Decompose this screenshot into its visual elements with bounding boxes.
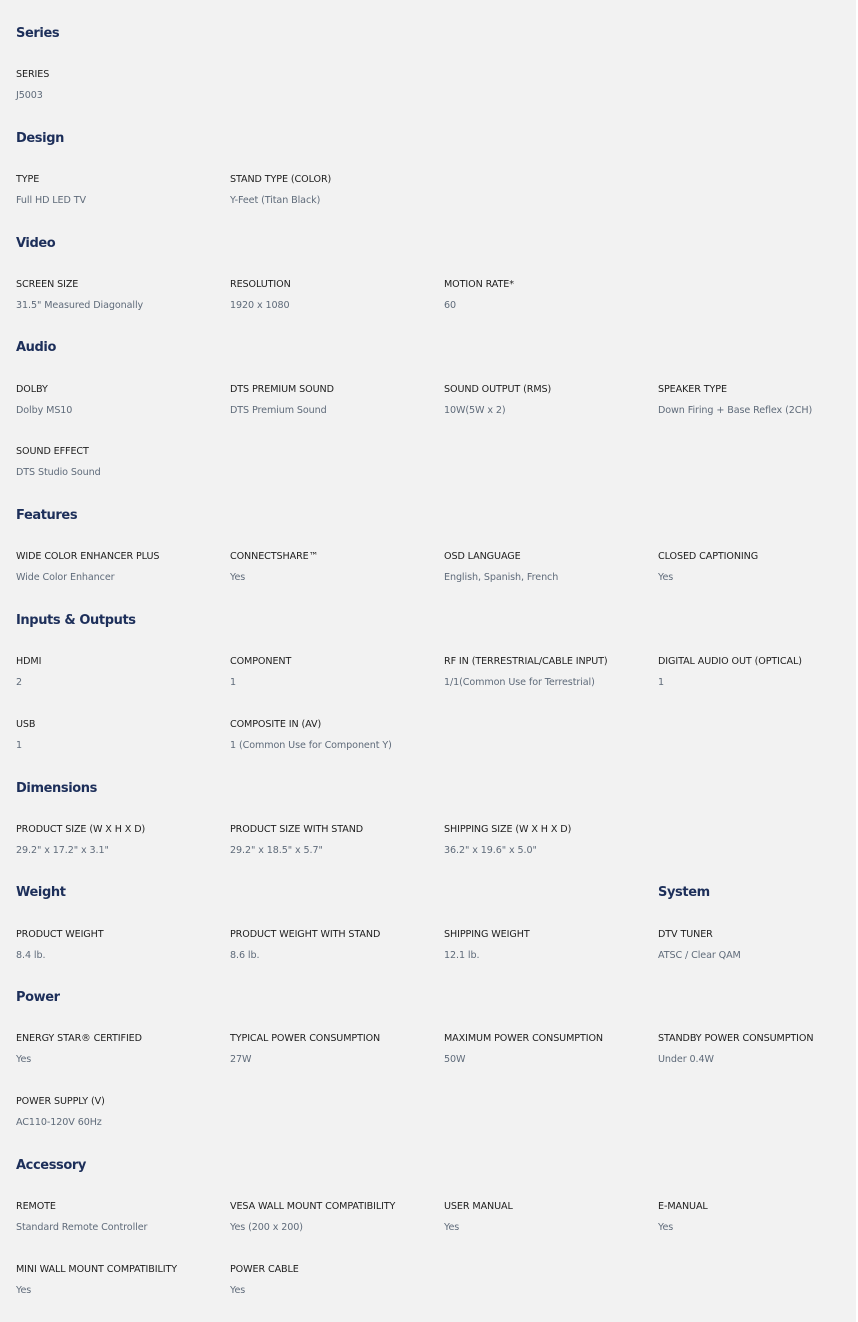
spec-value: 1/1(Common Use for Terrestrial) (444, 677, 595, 688)
spec-label: TYPICAL POWER CONSUMPTION (230, 1033, 381, 1044)
spec-value: 12.1 lb. (444, 950, 480, 961)
spec-label: HDMI (16, 656, 42, 667)
section-title-weight: Weight (16, 885, 66, 900)
spec-value: 60 (444, 300, 457, 311)
spec-label: MINI WALL MOUNT COMPATIBILITY (16, 1264, 177, 1275)
spec-label: DTS PREMIUM SOUND (230, 384, 334, 395)
spec-value: Yes (230, 1285, 246, 1296)
section-title-power: Power (16, 990, 60, 1005)
spec-value: Full HD LED TV (16, 195, 86, 206)
spec-label: RESOLUTION (230, 279, 291, 290)
spec-label: STANDBY POWER CONSUMPTION (658, 1033, 814, 1044)
spec-label: TYPE (16, 174, 40, 185)
spec-label: E-MANUAL (658, 1201, 708, 1212)
spec-label: SERIES (16, 69, 50, 80)
spec-label: MOTION RATE* (444, 279, 514, 290)
spec-value: Yes (230, 572, 246, 583)
spec-value: 50W (444, 1054, 466, 1065)
spec-label: DTV TUNER (658, 929, 713, 940)
spec-value: Yes (200 x 200) (230, 1222, 303, 1233)
spec-label: DIGITAL AUDIO OUT (OPTICAL) (658, 656, 802, 667)
spec-label: STAND TYPE (COLOR) (230, 174, 332, 185)
spec-value: ATSC / Clear QAM (658, 950, 741, 961)
spec-value: 8.6 lb. (230, 950, 260, 961)
spec-label: SOUND EFFECT (16, 446, 89, 457)
spec-label: USER MANUAL (444, 1201, 513, 1212)
section-title-series: Series (16, 26, 60, 41)
spec-value: 29.2" x 18.5" x 5.7" (230, 845, 323, 856)
section-title-dimensions: Dimensions (16, 781, 97, 796)
spec-value: AC110-120V 60Hz (16, 1117, 102, 1128)
section-title-features: Features (16, 508, 78, 523)
spec-value: 1 (16, 740, 23, 751)
spec-value: 10W(5W x 2) (444, 405, 506, 416)
spec-label: PRODUCT WEIGHT WITH STAND (230, 929, 381, 940)
spec-label: SHIPPING SIZE (W X H X D) (444, 824, 572, 835)
section-title-accessory: Accessory (16, 1158, 86, 1173)
spec-value: DTS Premium Sound (230, 405, 327, 416)
spec-label: COMPONENT (230, 656, 292, 667)
spec-value: Dolby MS10 (16, 405, 73, 416)
spec-label: CONNECTSHARE™ (230, 551, 319, 562)
spec-value: 36.2" x 19.6" x 5.0" (444, 845, 537, 856)
spec-label: OSD LANGUAGE (444, 551, 521, 562)
spec-value: J5003 (16, 90, 43, 101)
spec-value: Under 0.4W (658, 1054, 714, 1065)
spec-value: English, Spanish, French (444, 572, 559, 583)
spec-label: DOLBY (16, 384, 48, 395)
spec-value: 1 (658, 677, 665, 688)
spec-label: SOUND OUTPUT (RMS) (444, 384, 552, 395)
spec-value: Yes (658, 1222, 674, 1233)
section-title-audio: Audio (16, 340, 57, 355)
spec-label: SPEAKER TYPE (658, 384, 727, 395)
section-title-system: System (658, 885, 710, 900)
spec-label: SCREEN SIZE (16, 279, 79, 290)
spec-label: VESA WALL MOUNT COMPATIBILITY (230, 1201, 396, 1212)
spec-value: 29.2" x 17.2" x 3.1" (16, 845, 109, 856)
spec-label: ENERGY STAR® CERTIFIED (16, 1033, 142, 1044)
section-title-video: Video (16, 236, 56, 251)
spec-label: RF IN (TERRESTRIAL/CABLE INPUT) (444, 656, 608, 667)
spec-value: 2 (16, 677, 23, 688)
spec-value: Yes (16, 1285, 32, 1296)
spec-label: CLOSED CAPTIONING (658, 551, 759, 562)
spec-value: 1920 x 1080 (230, 300, 290, 311)
spec-label: POWER SUPPLY (V) (16, 1096, 105, 1107)
spec-value: DTS Studio Sound (16, 467, 101, 478)
spec-value: Yes (658, 572, 674, 583)
spec-label: SHIPPING WEIGHT (444, 929, 530, 940)
spec-value: Yes (444, 1222, 460, 1233)
spec-value: Standard Remote Controller (16, 1222, 148, 1233)
spec-value: 31.5" Measured Diagonally (16, 300, 144, 311)
spec-label: REMOTE (16, 1201, 56, 1212)
spec-value: Down Firing + Base Reflex (2CH) (658, 405, 813, 416)
spec-label: PRODUCT SIZE WITH STAND (230, 824, 364, 835)
spec-label: POWER CABLE (230, 1264, 299, 1275)
spec-value: 8.4 lb. (16, 950, 46, 961)
spec-label: PRODUCT WEIGHT (16, 929, 104, 940)
spec-value: 1 (Common Use for Component Y) (230, 740, 392, 751)
spec-label: MAXIMUM POWER CONSUMPTION (444, 1033, 603, 1044)
spec-label: COMPOSITE IN (AV) (230, 719, 322, 730)
spec-value: 27W (230, 1054, 252, 1065)
section-title-design: Design (16, 131, 64, 146)
spec-value: 1 (230, 677, 237, 688)
spec-label: PRODUCT SIZE (W X H X D) (16, 824, 146, 835)
section-title-inputs-outputs: Inputs & Outputs (16, 613, 136, 628)
spec-label: WIDE COLOR ENHANCER PLUS (16, 551, 160, 562)
spec-value: Y-Feet (Titan Black) (230, 195, 321, 206)
spec-value: Wide Color Enhancer (16, 572, 115, 583)
spec-value: Yes (16, 1054, 32, 1065)
spec-label: USB (16, 719, 36, 730)
